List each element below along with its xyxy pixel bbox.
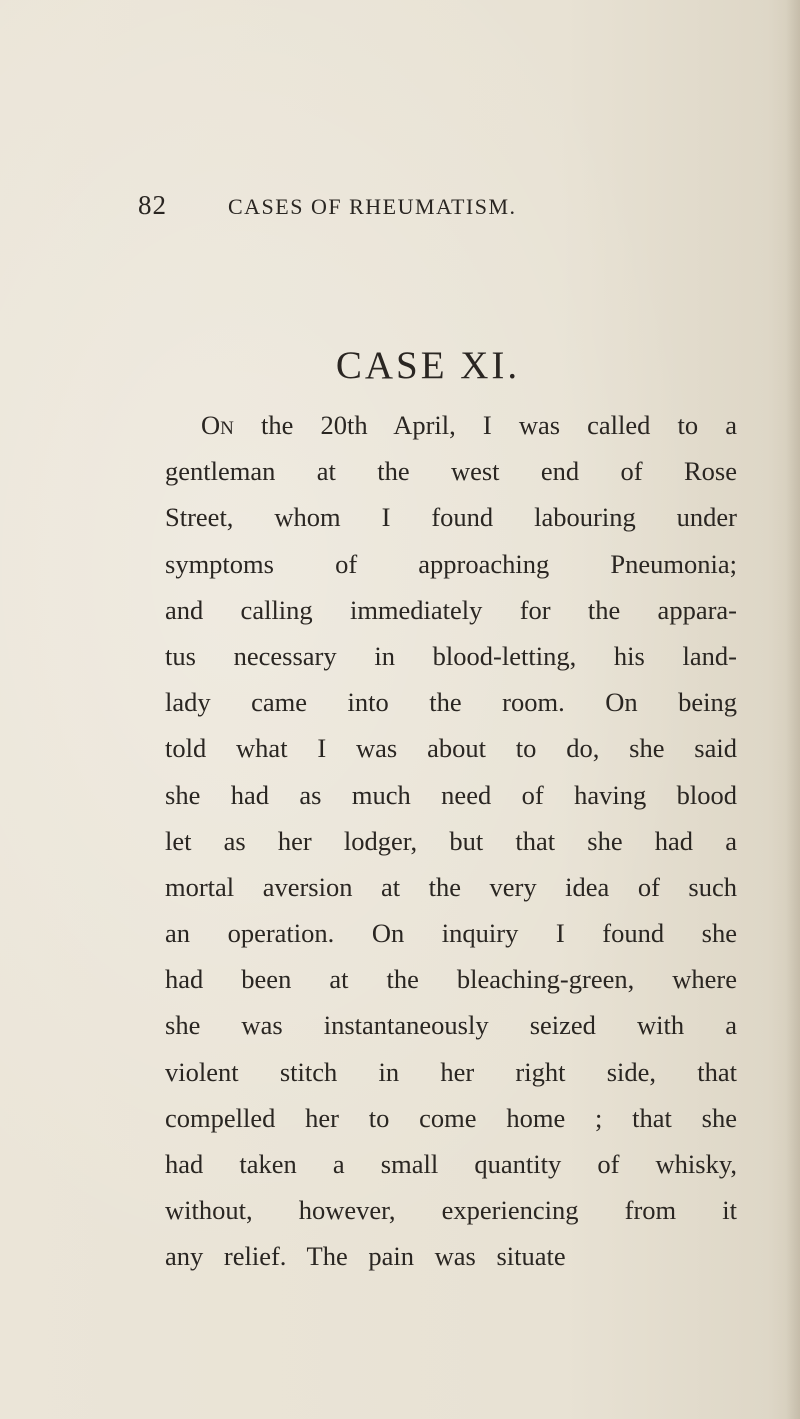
- running-title: CASES OF RHEUMATISM.: [228, 194, 517, 219]
- text-line-13: had been at the bleaching-green, where: [165, 964, 737, 995]
- first-word: On: [201, 410, 234, 440]
- text-line-15: violent stitch in her right side, that: [165, 1056, 737, 1087]
- text-line-4: symptoms of approaching Pneumonia;: [165, 548, 737, 579]
- text-line-6: tus necessary in blood-letting, his land-: [165, 640, 737, 671]
- text-line-11: mortal aversion at the very idea of such: [165, 871, 737, 902]
- body-paragraph: [165, 402, 737, 1280]
- running-head: [138, 190, 738, 230]
- text-line-18: without, however, experiencing from it: [165, 1195, 737, 1226]
- text-line-14: she was instantaneously seized with a: [165, 1010, 737, 1041]
- text-line-16: compelled her to come home ; that she: [165, 1102, 737, 1133]
- text-line-8: told what I was about to do, she said: [165, 733, 737, 764]
- text-line-1-rest: the 20th April, I was called to a: [233, 410, 737, 440]
- text-line-5: and calling immediately for the appara-: [165, 594, 737, 625]
- case-heading: CASE XI.: [335, 344, 521, 387]
- text-line-17: had taken a small quantity of whisky,: [165, 1149, 737, 1179]
- text-line-7: lady came into the room. On being: [165, 687, 737, 718]
- text-line-19: any relief. The pain was situate: [165, 1241, 566, 1272]
- text-line-2: gentleman at the west end of Rose: [165, 456, 737, 487]
- text-line-12: an operation. On inquiry I found she: [165, 918, 737, 949]
- text-line-9: she had as much need of having blood: [165, 779, 737, 810]
- page-edge-shadow: [786, 0, 800, 1419]
- text-line-1: [165, 402, 737, 448]
- text-line-10: let as her lodger, but that she had a: [165, 825, 737, 856]
- text-line-3: Street, whom I found labouring under: [165, 502, 737, 533]
- page-number: 82: [138, 190, 167, 220]
